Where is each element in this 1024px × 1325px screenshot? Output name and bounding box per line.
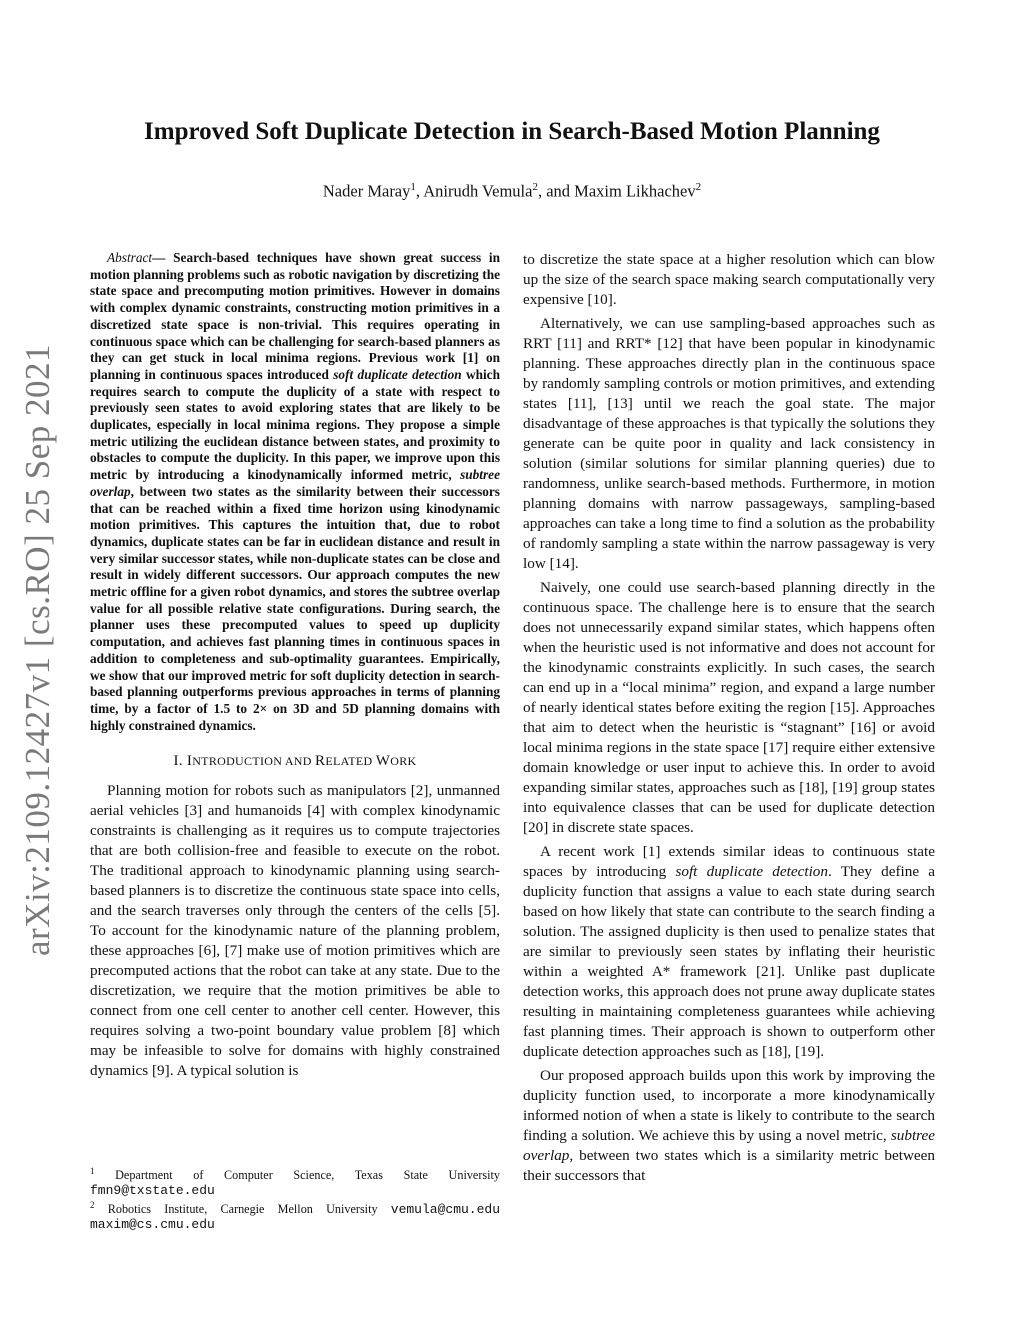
email-address: maxim@cs.cmu.edu (90, 1217, 215, 1233)
body-paragraph (523, 1066, 935, 1186)
footnote-mark: 2 (90, 1200, 95, 1211)
author-name: Maxim Likhachev (574, 181, 696, 201)
heading-capital: I (186, 753, 193, 770)
abstract-dash: — (152, 250, 174, 265)
paragraph-text: A recent work [1] extends similar ideas to continuous state spaces by introducing (523, 843, 935, 880)
author-separator: , (415, 181, 424, 201)
left-column (90, 250, 500, 1081)
arxiv-stamp (8, 343, 68, 957)
body-paragraph: to discretize the state space at a higher resolution which can blow up the size of the search space making search computationally very expensive [10]. (523, 251, 935, 308)
arxiv-identifier: arXiv:2109.12427v1 [cs.RO] 25 Sep 2021 (18, 343, 57, 957)
abstract (90, 250, 500, 734)
email-address: fmn9@txstate.edu (90, 1183, 215, 1199)
body-paragraph: Alternatively, we can use sampling-based approaches such as RRT [11] and RRT* [12] that have been popular in kinodynamic planning. These approaches directly plan in the continuous space by randomly sampling controls or motion primitives, and extending states [11], [13] until we reach the goal state. The major disadvantage of these approaches is that typically the solutions they generate can be quite poor in quality and lack consistency in solution (similar solutions for similar planning queries) due to randomness, unlike search-based methods. Furthermore, in motion planning domains with narrow passageways, sampling-based approaches can take a long time to find a solution as the probability of randomly sampling a state within the narrow passageway is very low [14]. (523, 315, 935, 572)
abstract-text: Search-based techniques have shown great success in motion planning problems such as robotic navigation by discretizing the state space and precomputing motion primitives. However in domains with complex dynamic constraints, constructing motion primitives in a discretized state space is non-trivial. This requires operating in continuous space which can be challenging for search-based planners as they can get stuck in local minima regions. Previous work [1] on planning in continuous spaces introduced (90, 250, 501, 382)
heading-smallcaps: NTRODUCTION AND (192, 754, 316, 769)
paragraph-text: Our proposed approach builds upon this work by improving the duplicity function used, to incorporate a more kinodynamically informed notion of when a state is likely to contribute to the search finding a solution. We achieve this by using a novel metric, (523, 1067, 935, 1144)
body-paragraph: Naively, one could use search-based planning directly in the continuous space. The challenge here is to ensure that the search does not unnecessarily expand similar states, which happens often when the heuristic used is not informative and does not account for the kinodynamic constraints explicitly. In such cases, the search can end up in a “local minima” region, and expand a large number of nearly identical states before exiting the region [15]. Approaches that aim to detect when the heuristic is “stagnant” [16] or avoid local minima regions in the state space [17] require either extensive domain knowledge or user input to achieve this. In order to avoid expanding similar states, approaches such as [18], [19] group states into equivalence classes that can be used for duplicate detection [20] in discrete state spaces. (523, 579, 935, 836)
abstract-keyword: soft duplicate detection (333, 366, 462, 382)
author-name: Nader Maray (322, 181, 411, 201)
abstract-text: , between two states as the similarity between their successors that can be reached within a fixed time horizon using kinodynamic motion primitives. This captures the intuition that, due to robot dynamics, duplicate states can be far in euclidean distance and result in very similar successor states, while non-duplicate states can be close and result in widely different successors. Our approach computes the new metric offline for a given robot dynamics, and stores the subtree overlap value for all possible relative state configurations. During search, the planner uses these precomputed values to speed up duplicity computation, and achieves fast planning times in continuous spaces in addition to completeness and sub-optimality guarantees. Empirically, we show that our improved metric for soft duplicity detection in search-based planning outperforms previous approaches in terms of planning time, by a factor of 1.5 to 2× on 3D and 5D planning domains with highly constrained dynamics. (90, 483, 500, 733)
abstract-keyword: subtree overlap (90, 467, 500, 499)
heading-capital: W (375, 753, 391, 770)
paragraph-keyword: subtree overlap (523, 1127, 935, 1164)
affiliation-mark: 1 (410, 181, 416, 193)
section-numeral: I. (173, 753, 187, 770)
heading-capital: R (315, 753, 326, 770)
affiliation-mark: 2 (695, 181, 702, 193)
abstract-text: which requires search to compute the duplicity of a state with respect to previously seen states to avoid exploring states that are likely to be duplicates, especially in local minima regions. They propose a simple metric utilizing the euclidean distance between states, and proximity to obstacles to compute the duplicity. In this paper, we improve upon this metric by introducing a kinodynamically informed metric, (90, 366, 500, 483)
footnote (90, 1198, 500, 1232)
affiliation-mark: 2 (532, 181, 538, 193)
footnote-text: Department of Computer Science, Texas State University (94, 1168, 500, 1183)
author-separator: , and (537, 181, 575, 201)
paper-title: Improved Soft Duplicate Detection in Search-Based Motion Planning (144, 118, 880, 145)
heading-smallcaps: ELATED (325, 754, 376, 769)
footnotes (90, 1164, 500, 1232)
author-name: Anirudh Vemula (423, 181, 533, 201)
abstract-label: Abstract (107, 250, 153, 265)
paragraph-text: . They define a duplicity function that assigns a value to each state during search based on how likely that state can contribute to the search finding a solution. The assigned duplicity is then used to penalize states that are similar to previously seen states by inflating their heuristic within a weighted A* framework [21]. Unlike past duplicate detection works, this approach does not prune away duplicate states resulting in maintaining completeness guarantees while achieving fast planning times. Their approach is shown to outperform other duplicate detection approaches such as [18], [19]. (523, 863, 935, 1060)
paragraph-keyword: soft duplicate detection (675, 863, 828, 880)
email-address: vemula@cmu.edu (390, 1202, 500, 1218)
footnote-text: Robotics Institute, Carnegie Mellon University (94, 1202, 391, 1217)
body-paragraph (523, 842, 935, 1062)
section-heading (90, 751, 500, 771)
body-paragraph: Planning motion for robots such as manipulators [2], unmanned aerial vehicles [3] and humanoids [4] with complex kinodynamic constraints is challenging as it requires us to compute trajectories that are both collision-free and feasible to execute on the robot. The traditional approach to kinodynamic planning using search-based planners is to discretize the continuous state space into cells, and the search traverses only through the centers of the cells [5]. To account for the kinodynamic nature of the planning problem, these approaches [6], [7] make use of motion primitives which are precomputed actions that the robot can take at any state. Due to the discretization, we require that the motion primitives be able to connect from one cell center to another cell center. However, this requires solving a two-point boundary value problem [8] which may be infeasible to solve for domains with highly constrained dynamics [9]. A typical solution is (90, 782, 500, 1080)
right-column (523, 250, 935, 1186)
author-line (60, 176, 964, 203)
footnote (90, 1164, 500, 1198)
paragraph-text: , between two states which is a similarity metric between their successors that (523, 1147, 935, 1184)
heading-smallcaps: ORK (390, 754, 417, 769)
footnote-mark: 1 (90, 1166, 95, 1176)
